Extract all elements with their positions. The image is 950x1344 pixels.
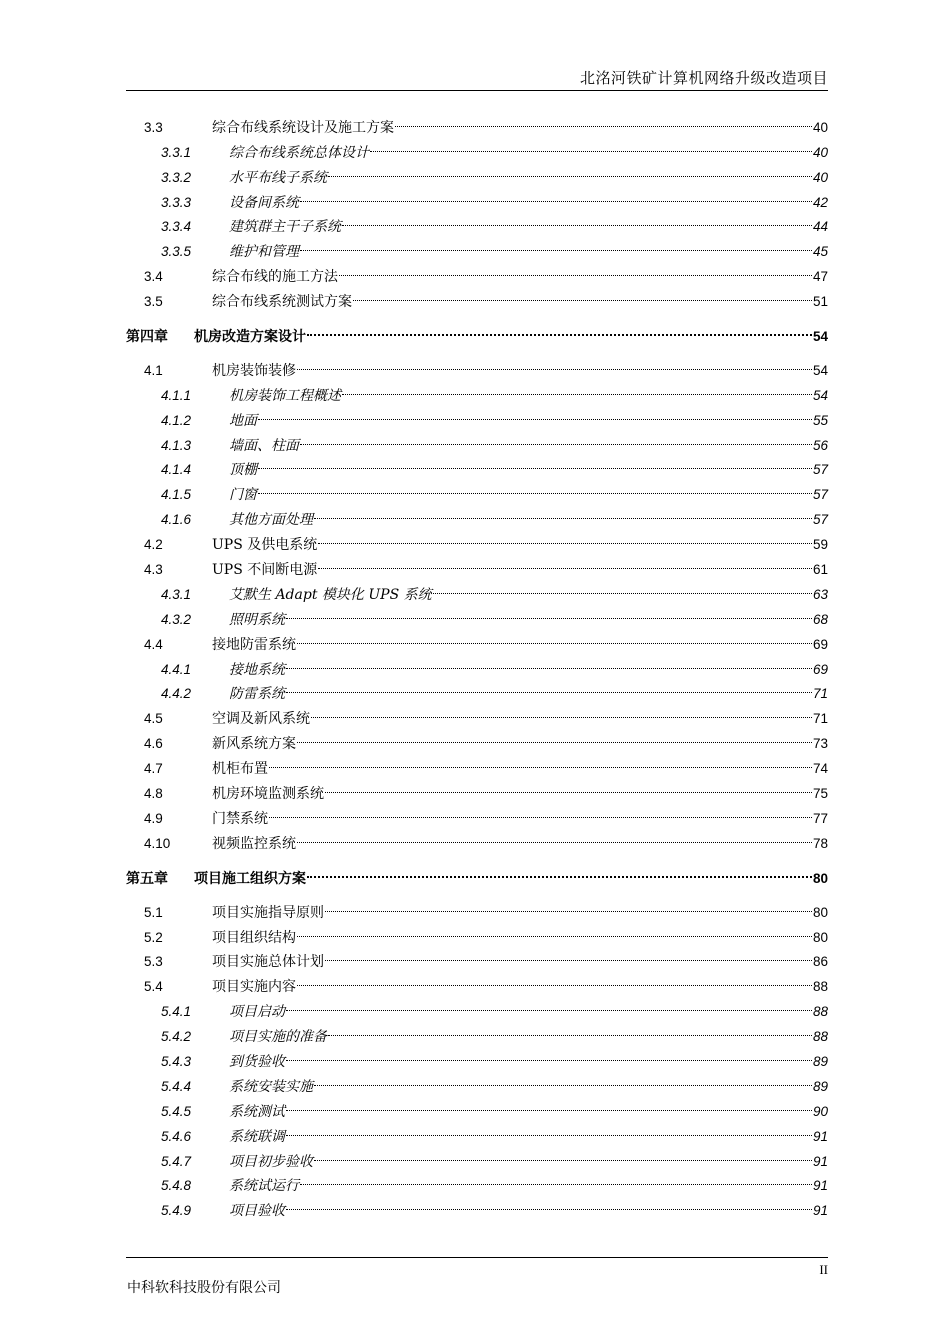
toc-entry-page: 69 [812,636,828,652]
toc-entry-number: 4.1.2 [161,412,192,428]
toc-entry-title: 项目实施指导原则 [212,904,324,921]
toc-entry-number: 3.3.2 [161,169,192,185]
toc-dot-leader [341,207,813,232]
toc-entry-title: 建筑群主干子系统 [229,219,341,236]
toc-entry-page: 73 [812,736,828,752]
toc-entry-page: 80 [812,870,828,886]
toc-entry-number: 5.4.9 [161,1203,192,1219]
toc-entry-number: 3.3 [144,119,163,135]
toc-entry-number: 3.3.4 [161,219,192,235]
toc-dot-leader [310,698,813,723]
toc-entry-page: 91 [812,1128,828,1144]
toc-entry-number: 4.1.5 [161,487,192,503]
toc-entry-number: 4.1.1 [161,387,192,403]
toc-entry-number: 5.4.6 [161,1128,192,1144]
toc-entry-page: 89 [812,1078,828,1094]
footer-divider [126,1257,828,1258]
toc-entry-page: 75 [812,786,828,802]
toc-entry-title: 综合布线系统总体设计 [229,144,369,161]
toc-entry-page: 88 [812,1004,828,1020]
toc-entry-title: 防雷系统 [229,686,285,703]
toc-entry-title: 新风系统方案 [212,736,296,753]
toc-dot-leader [299,182,813,207]
toc-entry-number: 4.3.1 [161,586,192,602]
toc-entry-number: 5.4.3 [161,1053,192,1069]
toc-dot-leader [285,649,813,674]
toc-entry-page: 51 [812,294,828,310]
toc-entry-page: 91 [812,1153,828,1169]
toc-entry-title: 系统试运行 [229,1178,299,1195]
toc-dot-leader [313,1141,813,1166]
toc-entry-number: 第五章 [126,870,168,887]
toc-entry-number: 3.3.5 [161,244,192,260]
toc-entry-title: 照明系统 [229,611,285,628]
toc-dot-leader [313,1066,813,1091]
toc-entry-number: 4.1 [144,362,163,378]
toc-entry-page: 78 [812,835,828,851]
header-title: 北洺河铁矿计算机网络升级改造项目 [579,69,828,87]
toc-entry-number: 第四章 [126,329,168,346]
toc-entry-number: 5.3 [144,954,163,970]
toc-entry-title: 项目初步验收 [229,1153,313,1170]
toc-entry-page: 91 [812,1178,828,1194]
toc-entry-number: 5.4.7 [161,1153,192,1169]
toc-entry-number: 5.4.2 [161,1029,192,1045]
toc-entry-title: 水平布线子系统 [229,169,327,186]
toc-entry-title: 到货验收 [229,1053,285,1070]
toc-entry-title: 项目验收 [229,1203,285,1220]
toc-entry-page: 71 [812,686,828,702]
toc-dot-leader [296,917,813,942]
footer-company-name: 中科软科技股份有限公司 [127,1280,281,1296]
toc-entry-number: 5.4.5 [161,1103,192,1119]
toc-entry-page: 57 [812,512,828,528]
footer-page-number: II [819,1262,828,1277]
toc-entry-title: 维护和管理 [229,244,299,261]
toc-entry-title: 综合布线系统测试方案 [212,294,352,311]
toc-entry-page: 69 [812,661,828,677]
toc-entry-number: 3.3.1 [161,144,192,160]
header-divider [126,90,828,91]
toc-entry-page: 80 [812,904,828,920]
toc-entry-page: 63 [812,586,828,602]
toc-entry-title: 墙面、柱面 [229,437,299,454]
toc-entry-title: 项目实施内容 [212,979,296,996]
toc-chapter-entry[interactable] [126,316,828,346]
toc-entry-number: 4.6 [144,736,163,752]
toc-entry-title: 机房改造方案设计 [194,329,306,346]
toc-entry-number: 4.9 [144,810,163,826]
toc-section-entry[interactable] [126,107,828,136]
toc-dot-leader [324,773,813,798]
toc-dot-leader [324,892,813,917]
toc-entry-number: 3.4 [144,269,163,285]
toc-entry-title: UPS 不间断电源 [212,562,318,579]
toc-entry-page: 86 [812,954,828,970]
toc-entry-title: 机房环境监测系统 [212,786,324,803]
toc-entry-number: 4.1.3 [161,437,192,453]
toc-entry-number: 4.4.1 [161,661,192,677]
toc-entry-page: 80 [812,929,828,945]
toc-entry-page: 40 [812,144,828,160]
toc-dot-leader [257,400,813,425]
toc-dot-leader [394,107,813,132]
toc-entry-title: 项目启动 [229,1004,285,1021]
toc-dot-leader [324,942,813,967]
toc-entry-title: 项目实施总体计划 [212,954,324,971]
toc-dot-leader [338,256,813,281]
toc-dot-leader [257,450,813,475]
toc-dot-leader [296,350,813,375]
toc-entry-title: 门禁系统 [212,810,268,827]
toc-entry-title: 艾默生 Adapt 模块化 UPS 系统 [229,586,432,603]
toc-entry-page: 40 [812,119,828,135]
toc-entry-page: 54 [812,387,828,403]
toc-entry-number: 4.5 [144,711,163,727]
toc-entry-title: 其他方面处理 [229,512,313,529]
toc-entry-number: 4.1.6 [161,512,192,528]
toc-entry-number: 5.4.4 [161,1078,192,1094]
toc-dot-leader [299,231,813,256]
toc-entry-page: 42 [812,194,828,210]
toc-entry-number: 5.4 [144,979,163,995]
toc-entry-page: 54 [812,362,828,378]
toc-entry-title: UPS 及供电系统 [212,537,318,554]
toc-entry-title: 项目施工组织方案 [194,870,306,887]
toc-entry-number: 3.3.3 [161,194,192,210]
toc-entry-title: 系统联调 [229,1128,285,1145]
toc-dot-leader [285,674,813,699]
toc-dot-leader [299,425,813,450]
toc-entry-title: 空调及新风系统 [212,711,310,728]
toc-entry-title: 顶棚 [229,462,257,479]
toc-entry-page: 77 [812,810,828,826]
toc-entry-page: 88 [812,979,828,995]
toc-entry-page: 40 [812,169,828,185]
toc-entry-page: 57 [812,462,828,478]
toc-dot-leader [285,1041,813,1066]
toc-dot-leader [341,375,813,400]
toc-entry-number: 4.2 [144,537,163,553]
toc-dot-leader [296,723,813,748]
toc-entry-title: 项目实施的准备 [229,1029,327,1046]
toc-section-entry[interactable] [126,350,828,379]
toc-entry-title: 地面 [229,412,257,429]
toc-entry-number: 5.2 [144,929,163,945]
toc-entry-page: 90 [812,1103,828,1119]
toc-entry-number: 5.4.1 [161,1004,192,1020]
toc-entry-title: 系统安装实施 [229,1078,313,1095]
toc-entry-page: 89 [812,1053,828,1069]
toc-entry-number: 3.5 [144,294,163,310]
toc-entry-number: 4.10 [144,835,171,851]
toc-entry-page: 61 [812,562,828,578]
toc-dot-leader [268,748,813,773]
toc-dot-leader [257,474,813,499]
toc-dot-leader [285,991,813,1016]
toc-dot-leader [285,1091,813,1116]
toc-dot-leader [317,524,813,549]
toc-dot-leader [369,132,813,157]
toc-dot-leader [296,624,813,649]
toc-dot-leader [306,316,813,341]
toc-dot-leader [327,1016,813,1041]
toc-dot-leader [352,281,813,306]
toc-entry-page: 44 [812,219,828,235]
toc-dot-leader [296,823,813,848]
toc-entry-title: 综合布线系统设计及施工方案 [212,119,394,136]
toc-entry-title: 设备间系统 [229,194,299,211]
toc-entry-title: 机房装饰工程概述 [229,387,341,404]
toc-dot-leader [296,966,813,991]
toc-entry-page: 88 [812,1029,828,1045]
toc-entry-title: 门窗 [229,487,257,504]
toc-entry-number: 5.1 [144,904,163,920]
toc-entry-title: 视频监控系统 [212,835,296,852]
toc-entry-title: 机房装饰装修 [212,362,296,379]
toc-dot-leader [327,157,813,182]
toc-entry-page: 57 [812,487,828,503]
toc-dot-leader [285,599,813,624]
toc-chapter-entry[interactable] [126,858,828,887]
toc-entry-page: 45 [812,244,828,260]
toc-entry-number: 4.1.4 [161,462,192,478]
toc-entry-title: 综合布线的施工方法 [212,269,338,286]
toc-entry-number: 4.8 [144,786,163,802]
toc-dot-leader [317,549,813,574]
toc-entry-number: 4.7 [144,761,163,777]
toc-entry-title: 系统测试 [229,1103,285,1120]
toc-dot-leader [285,1116,813,1141]
toc-entry-title: 接地系统 [229,661,285,678]
toc-entry-number: 4.4.2 [161,686,192,702]
toc-entry-page: 74 [812,761,828,777]
toc-dot-leader [299,1166,813,1191]
toc-entry-title: 机柜布置 [212,761,268,778]
toc-entry-page: 56 [812,437,828,453]
toc-entry-page: 55 [812,412,828,428]
toc-dot-leader [306,858,813,883]
toc-entry-page: 68 [812,611,828,627]
toc-dot-leader [432,574,813,599]
toc-entry-page: 71 [812,711,828,727]
toc-entry-number: 4.3 [144,562,163,578]
toc-entry-title: 项目组织结构 [212,929,296,946]
toc-entry-title: 接地防雷系统 [212,636,296,653]
table-of-contents [126,107,828,1220]
toc-dot-leader [268,798,813,823]
toc-entry-page: 91 [812,1203,828,1219]
toc-entry-page: 47 [812,269,828,285]
toc-entry-page: 54 [812,329,828,345]
toc-entry-number: 4.4 [144,636,163,652]
toc-entry-page: 59 [812,537,828,553]
toc-dot-leader [313,499,813,524]
toc-entry-number: 5.4.8 [161,1178,192,1194]
toc-entry-number: 4.3.2 [161,611,192,627]
toc-dot-leader [285,1190,813,1215]
toc-section-entry[interactable] [126,892,828,921]
